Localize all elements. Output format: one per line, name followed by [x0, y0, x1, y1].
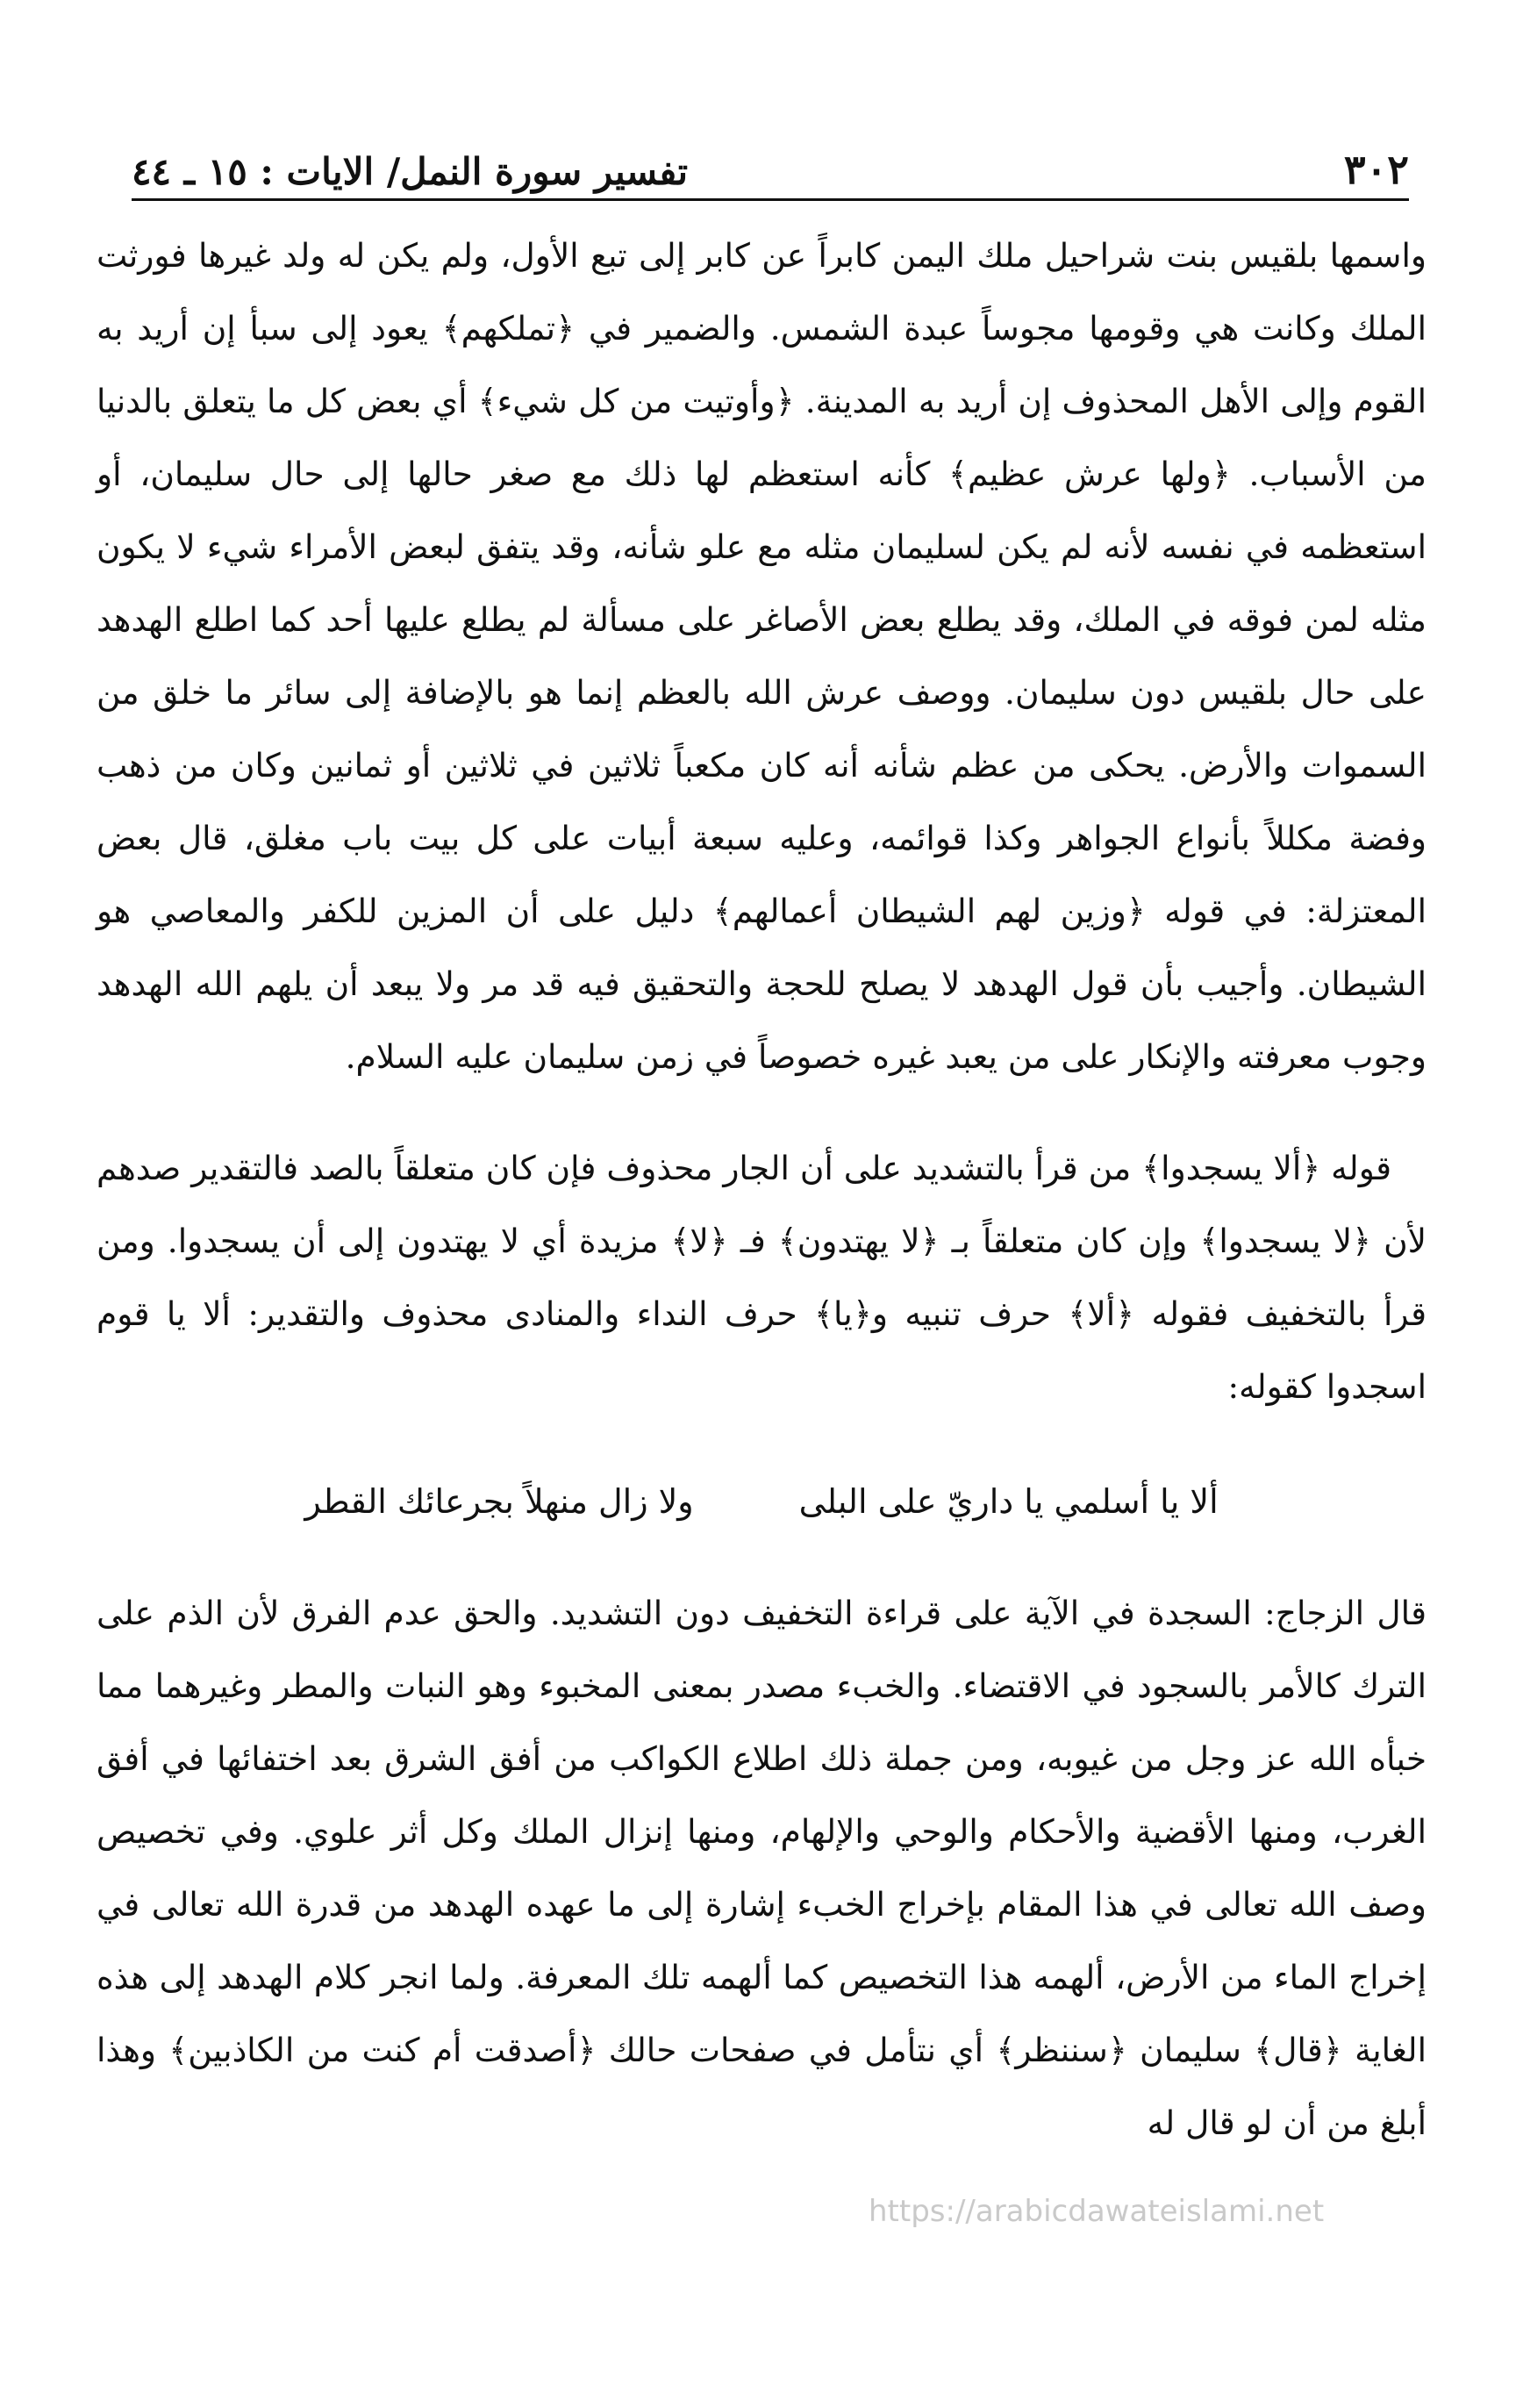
poetry-verse: [97, 1466, 1426, 1538]
text-line: الذم على الترك كالأمر بالسجود في الاقتضاء. والخبء مصدر بمعنى المخبوء وهو النبات: [97, 1594, 1426, 1705]
text-line: علو شأنه، وقد يتفق لبعض الأمراء شيء لا يكون مثله لمن فوقه في الملك، وقد يطلع: [97, 527, 1427, 639]
text-line: شيء﴾ أي بعض كل ما يتعلق بالدنيا من الأسباب. ﴿ولها عرش عظيم﴾ كأنه استعظم لها: [97, 382, 1426, 493]
text-line: سليمان عليه السلام.: [345, 1037, 626, 1076]
text-line: بعض المعتزلة: في قوله ﴿وزين لهم الشيطان أعمالهم﴾ دليل على أن المزين للكفر: [97, 819, 1426, 930]
text-line: والمنادى محذوف والتقدير: ألا يا قوم اسجدوا كقوله:: [97, 1294, 1426, 1406]
text-line: واسمها بلقيس بنت شراحيل ملك اليمن كابراً عن كابر إلى تبع الأول، ولم يكن له ولد: [282, 236, 1427, 275]
text-line: بعض الأصاغر على مسألة لم يطلع عليها أحد كما اطلع الهدهد على حال بلقيس دون: [97, 600, 1427, 712]
verse-second-hemistich: ولا زال منهلاً بجرعائك القطر: [304, 1482, 694, 1521]
text-line: قال الزجاج: السجدة في الآية على قراءة التخفيف دون التشديد. والحق عدم الفرق لأن: [236, 1594, 1427, 1632]
text-line: والمعاصي هو الشيطان. وأجيب بأن قول الهدهد لا يصلح للحجة والتحقيق فيه قد مر ولا: [97, 892, 1426, 1003]
text-line: فالتقدير صدهم لأن ﴿لا يسجدوا﴾ وإن كان متعلقاً بـ ﴿لا يهتدون﴾ فـ ﴿لا﴾ مزيدة أي لا: [97, 1149, 1426, 1260]
text-line: سليمان. ووصف عرش الله بالعظم إنما هو بالإضافة إلى سائر ما خلق من السموات: [97, 673, 1426, 785]
text-line: إلى ما عهده الهدهد من قدرة الله تعالى في إخراج الماء من الأرض، ألهمه هذا التخصيص: [97, 1885, 1426, 1996]
page-number: ٣٠٢: [1343, 146, 1409, 193]
text-line: والأرض. يحكى من عظم شأنه أنه كان مكعباً ثلاثين في ثلاثين أو ثمانين وكان من ذهب: [97, 746, 1289, 785]
text-line: وفضة مكللاً بأنواع الجواهر وكذا قوائمه، وعليه سبعة أبيات على كل بيت باب مغلق، قال: [177, 819, 1426, 857]
paragraph-1: [97, 219, 1426, 1093]
text-line: الشرق بعد اختفائها في أفق الغرب، ومنها الأقضية والأحكام والوحي والإلهام، ومنها إنزال: [97, 1739, 1427, 1851]
text-line: يبعد أن يلهم الله الهدهد وجوب معرفته والإنكار على من يعبد غيره خصوصاً في زمن: [97, 964, 1426, 1076]
page-header: [132, 132, 1409, 193]
header-rule: [132, 198, 1409, 201]
text-line: ذلك مع صغر حالها إلى حال سليمان، أو استعظمه في نفسه لأنه لم يكن لسليمان مثله مع: [97, 455, 1427, 566]
running-title: تفسير سورة النمل/ الايات : ١٥ ـ ٤٤: [132, 150, 689, 193]
text-line: غيرها فورثت الملك وكانت هي وقومها مجوساً عبدة الشمس. والضمير في ﴿تملكهم﴾: [97, 236, 1426, 348]
text-line: قوله ﴿ألا يسجدوا﴾ من قرأ بالتشديد على أن الجار محذوف فإن كان متعلقاً بالصد: [309, 1149, 1391, 1187]
text-line: يهتدون إلى أن يسجدوا. ومن قرأ بالتخفيف فقوله ﴿ألا﴾ حرف تنبيه و﴿يا﴾ حرف النداء: [97, 1222, 1426, 1333]
text-line: والمطر وغيرهما مما خبأه الله عز وجل من غيوبه، ومن جملة ذلك اطلاع الكواكب من أفق: [97, 1666, 1427, 1778]
watermark-url: https://arabicdawateislami.net: [869, 2194, 1325, 2229]
paragraph-2: [97, 1132, 1426, 1423]
text-line: كما ألهمه تلك المعرفة. ولما انجر كلام الهدهد إلى هذه الغاية ﴿قال﴾ سليمان ﴿سننظر﴾: [97, 1958, 1426, 2069]
text-line: يعود إلى سبأ إن أريد به القوم وإلى الأهل المحذوف إن أريد به المدينة. ﴿وأوتيت من كل: [97, 309, 1426, 420]
page-body: [97, 219, 1426, 2160]
text-line: الملك وكل أثر علوي. وفي تخصيص وصف الله تعالى في هذا المقام بإخراج الخبء إشارة: [97, 1812, 1427, 1924]
text-line: أي نتأمل في صفحات حالك ﴿أصدقت أم كنت من الكاذبين﴾ وهذا أبلغ من أن لو قال له: [97, 2031, 1426, 2142]
paragraph-3: [97, 1577, 1426, 2160]
verse-first-hemistich: ألا يا أسلمي يا داريّ على البلى: [798, 1482, 1219, 1521]
